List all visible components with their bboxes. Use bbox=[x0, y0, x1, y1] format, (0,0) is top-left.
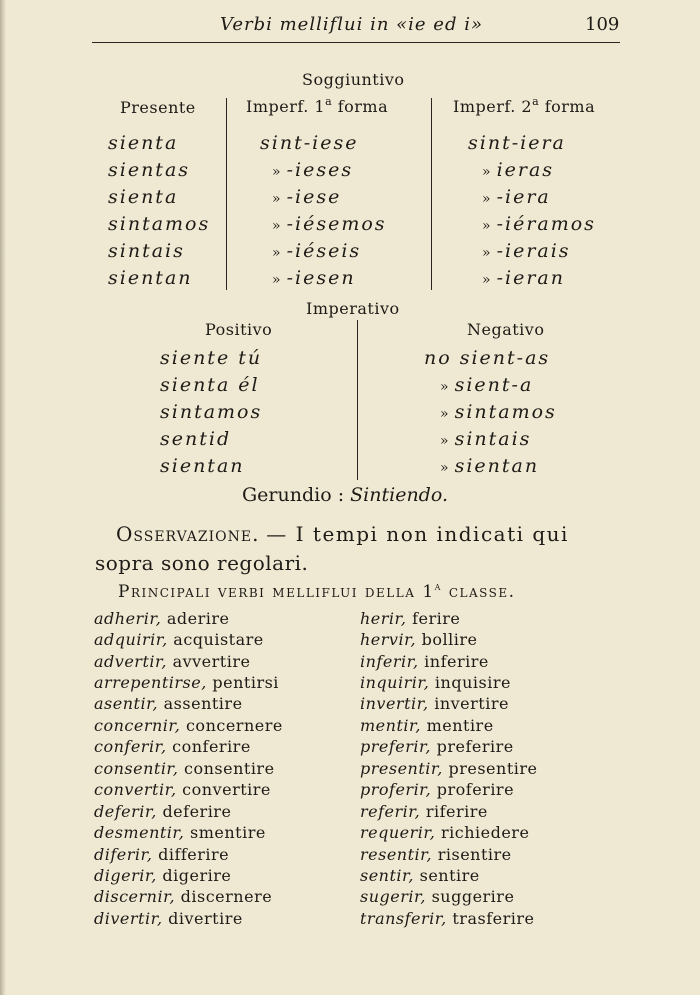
presente-form: sintais bbox=[108, 240, 185, 262]
positive-form: sintamos bbox=[160, 401, 263, 423]
verb-entry: asentir, assentire bbox=[94, 694, 243, 713]
verb-entry: conferir, conferire bbox=[94, 737, 251, 756]
imperf1-form: » -iese bbox=[272, 186, 342, 208]
verb-entry: convertir, convertire bbox=[94, 780, 271, 799]
imperative-title: Imperativo bbox=[306, 299, 400, 318]
verb-entry: diferir, differire bbox=[94, 845, 230, 864]
verb-entry: preferir, preferire bbox=[360, 737, 514, 756]
verb-entry: sugerir, suggerire bbox=[360, 887, 515, 906]
verb-entry: mentir, mentire bbox=[360, 716, 494, 735]
negative-form: » sientan bbox=[440, 455, 540, 477]
verb-entry: digerir, digerire bbox=[94, 866, 232, 885]
column-divider bbox=[357, 320, 358, 480]
imperf2-form: » ieras bbox=[482, 159, 555, 181]
verb-entry: proferir, proferire bbox=[360, 780, 515, 799]
verb-entry: divertir, divertire bbox=[94, 909, 243, 928]
verb-entry: concernir, concernere bbox=[94, 716, 283, 735]
imperf1-form: » -ieses bbox=[272, 159, 354, 181]
verb-entry: transferir, trasferire bbox=[360, 909, 535, 928]
verb-entry: inquirir, inquisire bbox=[360, 673, 511, 692]
presente-form: sienta bbox=[108, 132, 179, 154]
column-divider bbox=[431, 98, 432, 290]
imperf1-form: » -iesen bbox=[272, 267, 356, 289]
verb-entry: invertir, invertire bbox=[360, 694, 509, 713]
presente-form: sintamos bbox=[108, 213, 211, 235]
verb-entry: requerir, richiedere bbox=[360, 823, 530, 842]
verb-entry: adquirir, acquistare bbox=[94, 630, 264, 649]
verb-entry: advertir, avvertire bbox=[94, 652, 251, 671]
imperf2-form: » -ieran bbox=[482, 267, 565, 289]
verb-entry: desmentir, smentire bbox=[94, 823, 266, 842]
header-rule bbox=[92, 42, 620, 43]
positive-form: siente tú bbox=[160, 347, 263, 369]
subjunctive-title: Soggiuntivo bbox=[302, 70, 405, 89]
running-header-title: Verbi melliflui in «ie ed i» bbox=[220, 14, 483, 35]
imperf2-form: » -iéramos bbox=[482, 213, 596, 235]
verb-entry: inferir, inferire bbox=[360, 652, 489, 671]
imperf2-form: » -iera bbox=[482, 186, 551, 208]
negative-form: » sintais bbox=[440, 428, 532, 450]
verb-entry: adherir, aderire bbox=[94, 609, 230, 628]
presente-form: sientas bbox=[108, 159, 191, 181]
observation-line-1: Osservazione. — I tempi non indicati qui bbox=[116, 522, 569, 546]
col-label-presente: Presente bbox=[120, 98, 196, 117]
imperf1-form: » -iéseis bbox=[272, 240, 362, 262]
negative-form: » sintamos bbox=[440, 401, 557, 423]
col-label-imperf-1: Imperf. 1$^a$ forma bbox=[246, 95, 389, 116]
col-label-imperf-2: Imperf. 2$^a$ forma bbox=[453, 95, 596, 116]
verb-entry: hervir, bollire bbox=[360, 630, 478, 649]
positive-form: sientan bbox=[160, 455, 245, 477]
col-label-positivo: Positivo bbox=[205, 320, 273, 339]
positive-form: sentid bbox=[160, 428, 232, 450]
verb-entry: deferir, deferire bbox=[94, 802, 232, 821]
negative-form: no sient-as bbox=[424, 347, 551, 369]
verb-entry: referir, riferire bbox=[360, 802, 488, 821]
positive-form: sienta él bbox=[160, 374, 260, 396]
verb-entry: herir, ferire bbox=[360, 609, 461, 628]
verb-entry: resentir, risentire bbox=[360, 845, 512, 864]
verb-entry: discernir, discernere bbox=[94, 887, 273, 906]
imperf2-form: sint-iera bbox=[468, 132, 566, 154]
verb-entry: arrepentirse, pentirsi bbox=[94, 673, 279, 692]
page-number: 109 bbox=[585, 14, 620, 35]
imperf1-form: sint-iese bbox=[260, 132, 359, 154]
col-label-negativo: Negativo bbox=[467, 320, 545, 339]
verb-entry: consentir, consentire bbox=[94, 759, 275, 778]
column-divider bbox=[226, 98, 227, 290]
verb-entry: presentir, presentire bbox=[360, 759, 538, 778]
principal-verbs-heading: Principali verbi melliflui della 1$^a$ classe. bbox=[118, 580, 516, 602]
gerund-line: Gerundio : Sintiendo. bbox=[242, 484, 448, 506]
imperf2-form: » -ierais bbox=[482, 240, 571, 262]
imperf1-form: » -iésemos bbox=[272, 213, 387, 235]
presente-form: sientan bbox=[108, 267, 193, 289]
observation-line-2: sopra sono regolari. bbox=[95, 551, 309, 575]
verb-entry: sentir, sentire bbox=[360, 866, 480, 885]
negative-form: » sient-a bbox=[440, 374, 534, 396]
presente-form: sienta bbox=[108, 186, 179, 208]
